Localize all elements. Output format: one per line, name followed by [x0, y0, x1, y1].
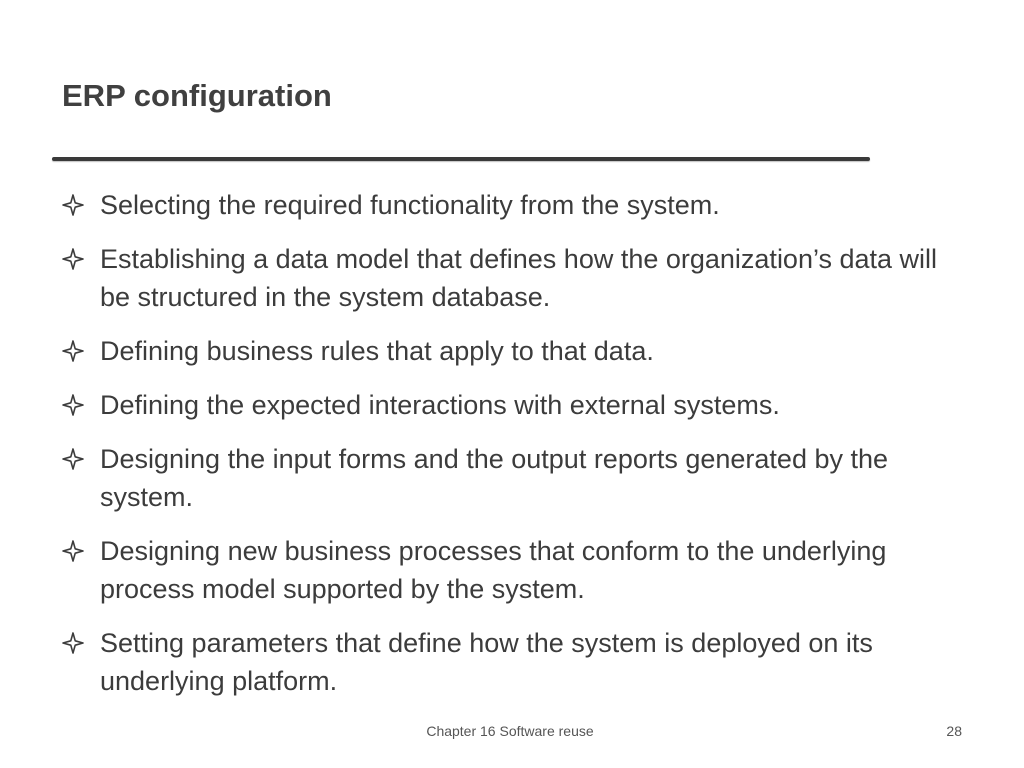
- bullet-text: Defining business rules that apply to that data.: [100, 336, 654, 366]
- bullet-item: [62, 624, 972, 700]
- bullet-text: Designing new business processes that conform to the underlying process model supported by the system.: [100, 536, 887, 604]
- four-point-star-icon: [62, 532, 88, 570]
- bullet-text: Setting parameters that define how the system is deployed on its underlying platform.: [100, 628, 873, 696]
- bullet-item: [62, 532, 972, 608]
- bullet-text: Defining the expected interactions with external systems.: [100, 390, 780, 420]
- four-point-star-icon: [62, 186, 88, 224]
- footer-text: Chapter 16 Software reuse: [426, 723, 594, 739]
- bullet-item: [62, 186, 972, 224]
- bullet-text: Establishing a data model that defines how the organization’s data will be structured in the system database.: [100, 244, 938, 312]
- bullet-item: [62, 386, 972, 424]
- four-point-star-icon: [62, 332, 88, 370]
- four-point-star-icon: [62, 440, 88, 478]
- title-divider: [52, 157, 870, 161]
- four-point-star-icon: [62, 386, 88, 424]
- page-number: 28: [946, 723, 962, 739]
- four-point-star-icon: [62, 240, 88, 278]
- bullet-item: [62, 332, 972, 370]
- bullet-item: [62, 240, 972, 316]
- slide-title: ERP configuration: [62, 78, 332, 113]
- four-point-star-icon: [62, 624, 88, 662]
- bullet-text: Designing the input forms and the output reports generated by the system.: [100, 444, 889, 512]
- bullet-text: Selecting the required functionality from the system.: [100, 190, 720, 220]
- bullet-list: [62, 186, 972, 716]
- bullet-item: [62, 440, 972, 516]
